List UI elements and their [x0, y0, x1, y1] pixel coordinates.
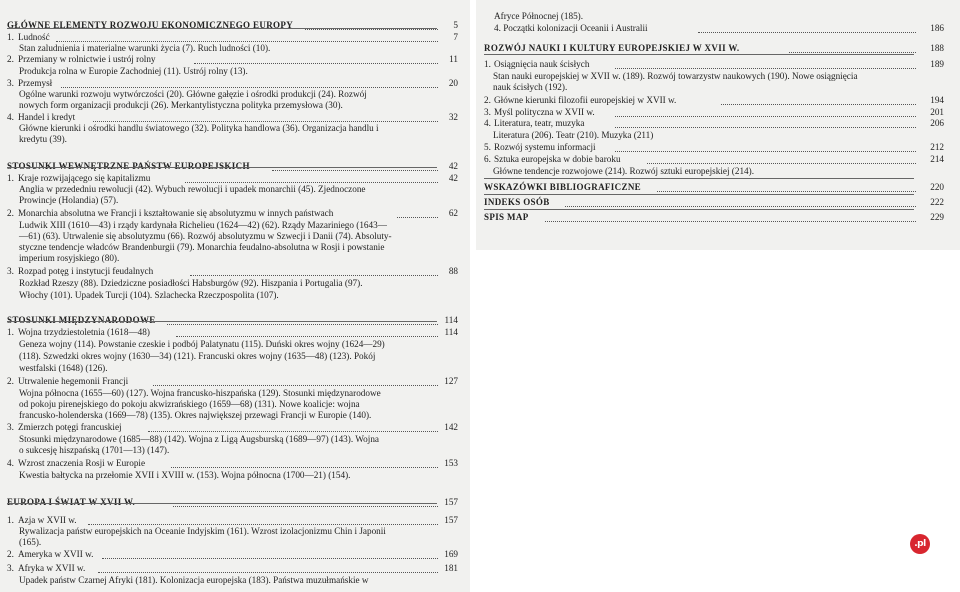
leader-dots: [615, 68, 916, 69]
item-description-line: Włochy (101). Upadek Turcji (104). Szlachecka Rzeczpospolita (107).: [19, 290, 279, 300]
item-number: 1.: [7, 173, 14, 183]
item-page-number: 206: [930, 118, 944, 128]
item-title[interactable]: Główne kierunki filozofii europejskiej w XVII w.: [494, 95, 677, 105]
item-page-number: 142: [444, 422, 458, 432]
leader-dots: [657, 191, 916, 192]
leader-dots: [102, 558, 438, 559]
leader-dots: [185, 182, 438, 183]
rule-line: [7, 503, 437, 504]
back-matter-heading[interactable]: WSKAZÓWKI BIBLIOGRAFICZNE: [484, 182, 642, 192]
watermark-logo: [724, 540, 930, 570]
item-page-number: 157: [444, 515, 458, 525]
leader-dots: [190, 275, 438, 276]
leader-dots: [721, 104, 916, 105]
item-description-line: Rywalizacja państw europejskich na Oceanie Indyjskim (161). Wzrost izolacjonizmu Chin i Japonii: [19, 526, 386, 536]
item-number: 3.: [7, 422, 14, 432]
leader-dots: [545, 221, 916, 222]
item-page-number: 127: [444, 376, 458, 386]
item-number: 2.: [7, 376, 14, 386]
item-page-number: 212: [930, 142, 944, 152]
item-number: 1.: [484, 59, 491, 69]
item-description-line: Stan zaludnienia i materialne warunki życia (7). Ruch ludności (10).: [19, 43, 271, 53]
section-page-number: 157: [444, 497, 458, 507]
item-description-line: Literatura (206). Teatr (210). Muzyka (211): [493, 130, 654, 140]
leader-dots: [167, 324, 438, 325]
item-title[interactable]: Osiągnięcia nauk ścisłych: [494, 59, 590, 69]
item-description-line: o sukcesję hiszpańską (1701—13) (147).: [19, 445, 170, 455]
leader-dots: [194, 63, 438, 64]
item-description-line: imperium rosyjskiego (80).: [19, 253, 120, 263]
item-description-line: Wojna północna (1655—60) (127). Wojna francusko-hiszpańska (129). Stosunki międzynarodowe: [19, 388, 381, 398]
item-title[interactable]: Przemysł: [18, 78, 53, 88]
item-description-line: Ogólne warunki rozwoju wytwórczości (20). Główne gałęzie i ośrodki produkcji (24). Rozwój: [19, 89, 367, 99]
item-title[interactable]: Sztuka europejska w dobie baroku: [494, 154, 621, 164]
section-page-number: 5: [453, 20, 458, 30]
item-title[interactable]: Utrwalenie hegemonii Francji: [18, 376, 129, 386]
item-number: 3.: [7, 78, 14, 88]
item-page-number: 7: [453, 32, 458, 42]
item-title[interactable]: Wzrost znaczenia Rosji w Europie: [18, 458, 146, 468]
section-page-number: 188: [930, 43, 944, 53]
leader-dots: [615, 116, 916, 117]
leader-dots: [88, 524, 438, 525]
item-title[interactable]: 4. Początki kolonizacji Oceanii i Australii: [494, 23, 648, 33]
back-matter-heading[interactable]: INDEKS OSÓB: [484, 197, 550, 207]
item-description-line: francusko-holenderska (1669—78) (135). Okres największej przewagi Francji w Europie (140).: [19, 410, 372, 420]
item-page-number: 169: [444, 549, 458, 559]
item-page-number: 62: [448, 208, 458, 218]
item-page-number: 194: [930, 95, 944, 105]
section-heading[interactable]: STOSUNKI MIĘDZYNARODOWE: [7, 315, 156, 325]
leader-dots: [148, 431, 438, 432]
leader-dots: [397, 217, 438, 218]
item-description-line: nauk ścisłych (192).: [493, 82, 568, 92]
item-description-line: Prowincje (Holandia) (57).: [19, 195, 119, 205]
rule-line: [7, 28, 437, 29]
item-description-line: Główne tendencje rozwojowe (214). Rozwój sztuki europejskiej (214).: [493, 166, 755, 176]
item-number: 1.: [7, 515, 14, 525]
rule-line: [484, 194, 914, 195]
item-description-line: Ludwik XIII (1610—43) i rządy kardynała Richelieu (1624—42) (62). Rządy Mazariniego (1643—: [19, 220, 387, 230]
right-page: [476, 0, 960, 250]
section-heading[interactable]: EUROPA I ŚWIAT W XVII W.: [7, 497, 136, 507]
section-page-number: 114: [444, 315, 458, 325]
item-number: 3.: [7, 563, 14, 573]
section-page-number: 42: [448, 161, 458, 171]
item-title[interactable]: Rozpad potęg i instytucji feudalnych: [18, 266, 154, 276]
item-title[interactable]: Przemiany w rolnictwie i ustrój rolny: [18, 54, 156, 64]
leader-dots: [272, 170, 438, 171]
item-number: 4.: [7, 458, 14, 468]
leader-dots: [56, 41, 438, 42]
item-page-number: 153: [444, 458, 458, 468]
item-description-line: Geneza wojny (114). Powstanie czeskie i podbój Palatynatu (115). Duński okres wojny (1624—29): [19, 339, 385, 349]
item-description-line: Stan nauki europejskiej w XVII w. (189). Rozwój towarzystw naukowych (190). Nowe osiągnięcia: [493, 71, 858, 81]
left-page: [0, 0, 470, 592]
item-description-line: Produkcja rolna w Europie Zachodniej (11). Ustrój rolny (13).: [19, 66, 248, 76]
item-description-line: Stosunki międzynarodowe (1685—88) (142). Wojna z Ligą Augsburską (1689—97) (143). Wojna: [19, 434, 380, 444]
item-title[interactable]: Monarchia absolutna we Francji i kształtowanie się absolutyzmu w innych państwach: [18, 208, 334, 218]
item-description-line: Kwestia bałtycka na przełomie XVII i XVIII w. (153). Wojna północna (1700—21) (154).: [19, 470, 351, 480]
item-page-number: 42: [448, 173, 458, 183]
item-page-number: 88: [448, 266, 458, 276]
back-matter-heading[interactable]: SPIS MAP: [484, 212, 529, 222]
leader-dots: [565, 206, 916, 207]
item-page-number: 114: [444, 327, 458, 337]
continued-description-line: Afryce Północnej (185).: [494, 11, 584, 21]
item-description-line: —61) (63). Utrwalenie się absolutyzmu (66). Rozwój absolutyzmu w Szwecji i Danii (74). Absoluty-: [19, 231, 392, 241]
leader-dots: [98, 572, 438, 573]
watermark-text: Sprzedajemy: [723, 540, 908, 570]
leader-dots: [153, 385, 438, 386]
item-title[interactable]: Azja w XVII w.: [18, 515, 77, 525]
item-description-line: styczne tendencje władców Brandenburgii (79). Monarchia feudalno-absolutna w Rosji i powstanie: [19, 242, 385, 252]
item-page-number: 186: [930, 23, 944, 33]
item-page-number: 20: [448, 78, 458, 88]
item-description-line: Anglia w przededniu rewolucji (42). Wybuch rewolucji i upadek monarchii (45). Zjednoczone: [19, 184, 366, 194]
back-matter-page-number: 229: [930, 212, 944, 222]
item-number: 1.: [7, 32, 14, 42]
item-description-line: (118). Szwedzki okres wojny (1630—34) (121). Francuski okres wojny (1635—48) (123). Pokój: [19, 351, 376, 361]
item-title[interactable]: Wojna trzydziestoletnia (1618—48): [18, 327, 150, 337]
item-page-number: 11: [449, 54, 458, 64]
item-description-line: nowych form organizacji produkcji (26). Merkantylistyczna polityka przemysłowa (30).: [19, 100, 343, 110]
item-number: 4.: [484, 118, 491, 128]
rule-line: [7, 167, 437, 168]
leader-dots: [171, 467, 438, 468]
item-number: 2.: [7, 549, 14, 559]
item-number: 6.: [484, 154, 491, 164]
item-title[interactable]: Literatura, teatr, muzyka: [494, 118, 585, 128]
back-matter-page-number: 220: [930, 182, 944, 192]
rule-line: [484, 54, 914, 55]
leader-dots: [647, 163, 916, 164]
item-title[interactable]: Kraje rozwijającego się kapitalizmu: [18, 173, 151, 183]
leader-dots: [305, 29, 438, 30]
item-page-number: 181: [444, 563, 458, 573]
leader-dots: [615, 151, 916, 152]
item-title[interactable]: Myśl polityczna w XVII w.: [494, 107, 595, 117]
item-title[interactable]: Ameryka w XVII w.: [18, 549, 94, 559]
section-heading[interactable]: STOSUNKI WEWNĘTRZNE PAŃSTW EUROPEJSKICH: [7, 161, 250, 171]
item-title[interactable]: Ludność: [18, 32, 50, 42]
item-description-line: kredytu (39).: [19, 134, 67, 144]
item-number: 3.: [484, 107, 491, 117]
item-description-line: Rozkład Rzeszy (88). Dziedziczne posiadłości Habsburgów (92). Hiszpania i Portugalia (97).: [19, 278, 363, 288]
item-number: 4.: [7, 112, 14, 122]
leader-dots: [173, 506, 438, 507]
item-page-number: 214: [930, 154, 944, 164]
item-number: 3.: [7, 266, 14, 276]
item-number: 5.: [484, 142, 491, 152]
item-description-line: od pokoju pirenejskiego do pokoju akwizrańskiego (1659—68) (131). Nowe koalicje: wojna: [19, 399, 360, 409]
item-description-line: (165).: [19, 537, 42, 547]
section-heading[interactable]: ROZWÓJ NAUKI I KULTURY EUROPEJSKIEJ W XVII W.: [484, 43, 740, 53]
leader-dots: [789, 52, 916, 53]
item-description-line: Główne kierunki i ośrodki handlu światowego (32). Polityka handlowa (36). Organizacja handlu i: [19, 123, 379, 133]
item-number: 2.: [484, 95, 491, 105]
item-number: 1.: [7, 327, 14, 337]
leader-dots: [698, 32, 916, 33]
item-title[interactable]: Handel i kredyt: [18, 112, 76, 122]
item-title[interactable]: Zmierzch potęgi francuskiej: [18, 422, 122, 432]
rule-line: [484, 209, 914, 210]
leader-dots: [176, 336, 438, 337]
watermark-badge: .pl: [910, 534, 930, 554]
item-number: 2.: [7, 54, 14, 64]
rule-line: [484, 178, 914, 179]
item-title[interactable]: Afryka w XVII w.: [18, 563, 86, 573]
item-number: 2.: [7, 208, 14, 218]
back-matter-page-number: 222: [930, 197, 944, 207]
rule-line: [7, 321, 437, 322]
leader-dots: [615, 127, 916, 128]
item-page-number: 201: [930, 107, 944, 117]
leader-dots: [61, 87, 438, 88]
item-page-number: 32: [448, 112, 458, 122]
item-page-number: 189: [930, 59, 944, 69]
item-description-line: westfalski (1648) (126).: [19, 363, 108, 373]
section-heading[interactable]: GŁÓWNE ELEMENTY ROZWOJU EKONOMICZNEGO EUROPY: [7, 20, 294, 30]
item-title[interactable]: Rozwój systemu informacji: [494, 142, 596, 152]
leader-dots: [93, 121, 438, 122]
item-description-line: Upadek państw Czarnej Afryki (181). Kolonizacja europejska (183). Państwa muzułmańskie w: [19, 575, 369, 585]
